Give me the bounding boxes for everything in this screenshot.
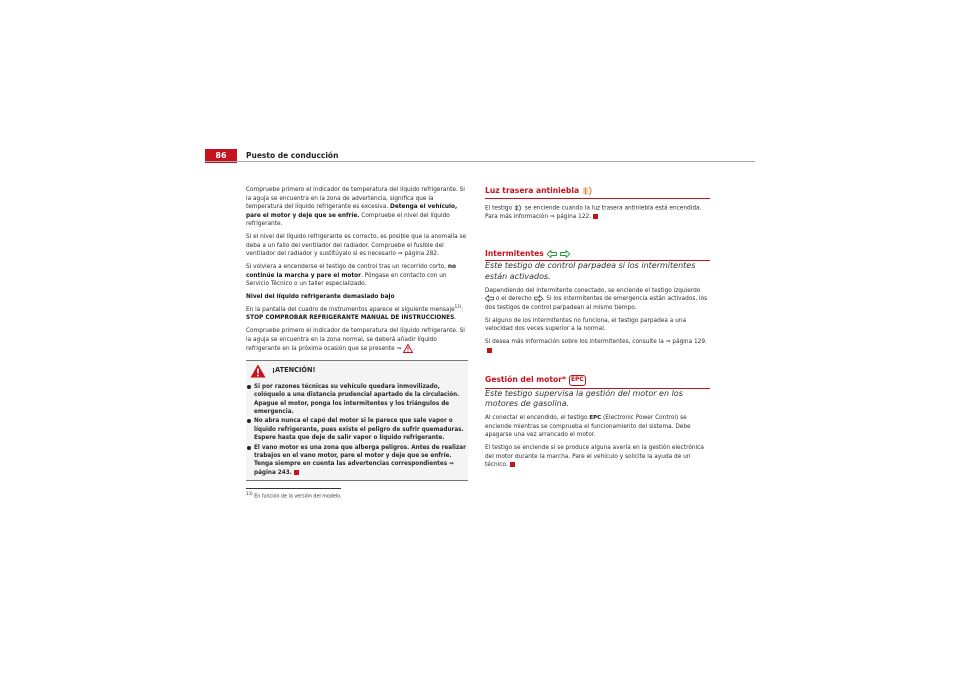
paragraph: En la pantalla del cuadro de instrumentos aparece el siguiente mensaje$^{13)}$: STOP COMPROBAR REFRIGERANTE MANUAL DE INSTRUCCIONES. xyxy=(246,303,464,322)
epc-icon: EPC xyxy=(589,415,602,422)
paragraph: El testigo se enciende cuando la luz trasera antiniebla está encendida. Para más información ⇒ página 122. xyxy=(485,205,702,221)
rear-fog-light-icon xyxy=(514,204,523,212)
paragraph: Si desea más información sobre los intermitentes, consulte la ⇒ página 129. xyxy=(485,338,710,355)
footnote: $^{13)}$ En función de la versión del modelo. xyxy=(246,491,342,500)
warning-triangle-icon xyxy=(250,364,266,378)
page-number: 86 xyxy=(205,149,237,163)
warning-triangle-icon xyxy=(403,344,413,353)
subheading: Nivel del líquido refrigerante demasiado bajo xyxy=(246,294,395,301)
header-rule xyxy=(205,161,755,162)
end-mark-icon xyxy=(487,348,492,353)
turn-right-arrow-icon xyxy=(534,295,543,302)
paragraph: Si el nivel del líquido refrigerante es correcto, es posible que la anomalía se deba a un fallo del ventilador del radiador. Compruebe el fusible del ventilador del radiador y sustitúyalo si es necesario ⇒ página 282. xyxy=(246,234,467,258)
paragraph: El testigo se enciende si se produce alguna avería en la gestión electrónica del motor durante la marcha. Pare el vehículo y solicite la ayuda de un técnico. xyxy=(485,445,704,469)
section-subtitle: Este testigo supervisa la gestión del motor en los motores de gasolina. xyxy=(485,388,683,409)
turn-right-arrow-icon xyxy=(560,250,570,258)
paragraph: Si volviera a encenderse el testigo de control tras un recorrido corto, no continúe la marcha y pare el motor. Póngase en contacto con un Servicio Técnico o un taller especializado. xyxy=(246,264,456,288)
list-item: No abra nunca el capó del motor si le parece que sale vapor o líquido refrigerante, pues existe el peligro de sufrir quemaduras. Espere hasta que deje de salir vapor o líquido refrigerante. xyxy=(246,417,468,442)
footnote-rule xyxy=(246,488,341,489)
page-header-title: Puesto de conducción xyxy=(246,151,339,160)
warning-box xyxy=(246,360,468,481)
rear-fog-light-icon xyxy=(582,186,594,196)
paragraph xyxy=(246,293,468,302)
section-subtitle: Este testigo de control parpadea si los intermitentes están activados. xyxy=(485,261,696,281)
epc-icon: EPC xyxy=(569,375,586,386)
warning-title: ¡ATENCIÓN! xyxy=(272,366,316,375)
end-mark-icon xyxy=(294,470,299,475)
right-column xyxy=(485,186,710,474)
section-title: Luz trasera antiniebla xyxy=(485,186,710,199)
left-column xyxy=(246,186,468,481)
warning-list xyxy=(246,383,468,477)
list-item: El vano motor es una zona que alberga peligros. Antes de realizar trabajos en el vano motor, pare el motor y deje que se enfríe. Tenga siempre en cuenta las advertencias correspondientes ⇒ página 243. xyxy=(246,444,468,478)
paragraph: Dependiendo del intermitente conectado, se enciende el testigo izquierdo o el derecho . Si los intermitentes de emergencia están activados, los dos testigos de control parpadean al mismo tiempo. xyxy=(485,287,708,311)
section-title: Intermitentes xyxy=(485,250,710,262)
paragraph: Si alguno de los intermitentes no funciona, el testigo parpadea a una velocidad dos veces superior a la normal. xyxy=(485,317,687,333)
list-item: Si por razones técnicas su vehículo quedara inmovilizado, colóquelo a una distancia prudencial apartado de la circulación. Apague el motor, ponga los intermitentes y los triángulos de emergencia. xyxy=(246,383,468,417)
paragraph: Compruebe primero el indicador de temperatura del líquido refrigerante. Si la aguja se encuentra en la zona de advertencia, significa que la temperatura del líquido refrigerante es excesiva. Detenga el vehículo, pare el motor y deje que se enfríe. Compruebe el nivel del líquido refrigerante. xyxy=(246,187,465,228)
paragraph: Al conectar el encendido, el testigo EPC (Electronic Power Control) se enciende mientras se comprueba el funcionamiento del sistema. Debe apagarse una vez arrancado el motor. xyxy=(485,415,691,439)
paragraph: Compruebe primero el indicador de temperatura del líquido refrigerante. Si la aguja se encuentra en la zona normal, se deberá añadir líquido refrigerante en la próxima ocasión que se presente ⇒ . xyxy=(246,327,465,353)
turn-left-arrow-icon xyxy=(547,250,557,258)
end-mark-icon xyxy=(593,214,598,219)
section-title: Gestión del motor* EPC xyxy=(485,375,710,389)
warning-header xyxy=(246,361,468,381)
end-mark-icon xyxy=(510,462,515,467)
turn-left-arrow-icon xyxy=(485,295,494,302)
